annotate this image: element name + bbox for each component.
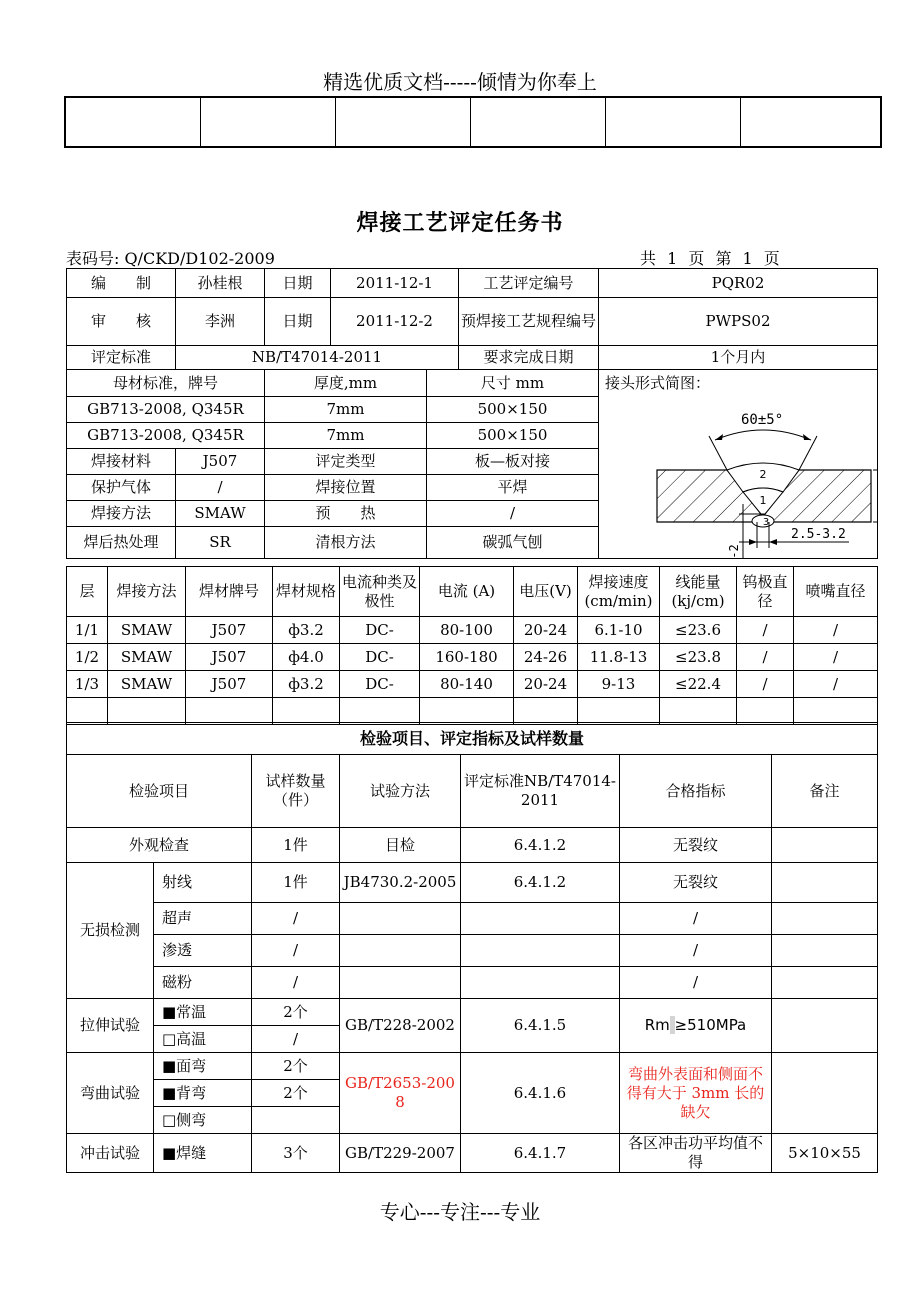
bend-qty: 2个	[252, 1080, 340, 1107]
cell: ≤23.6	[660, 617, 737, 644]
cell: DC-	[340, 671, 420, 698]
cell: 1/2	[67, 644, 108, 671]
header-speed: 焊接速度(cm/min)	[578, 567, 660, 617]
deadline-value: 1个月内	[599, 346, 878, 370]
pqr-no: PQR02	[599, 269, 878, 298]
tensile-note	[772, 999, 878, 1053]
cell	[660, 698, 737, 725]
blank-cell	[201, 97, 336, 147]
ndt-qty: /	[252, 967, 340, 999]
impact-std: 6.4.1.7	[461, 1134, 620, 1173]
page-footer: 专心---专注---专业	[379, 1200, 541, 1224]
ndt-std: 6.4.1.2	[461, 863, 620, 903]
method-value: SMAW	[176, 501, 265, 527]
bend-criteria: 弯曲外表面和侧面不得有大于 3mm 长的缺欠	[620, 1053, 772, 1134]
cell: SMAW	[108, 617, 186, 644]
cell: /	[794, 617, 878, 644]
ndt-qty: 1件	[252, 863, 340, 903]
compiled-by: 孙桂根	[176, 269, 265, 298]
header-voltage: 电压(V)	[514, 567, 578, 617]
filler-value: J507	[176, 449, 265, 475]
cell: 6.1-10	[578, 617, 660, 644]
date-label: 日期	[265, 298, 331, 346]
cell: 80-100	[420, 617, 514, 644]
cell: 1/1	[67, 617, 108, 644]
bevel-line-right	[799, 436, 817, 470]
backgouge-label: 清根方法	[265, 527, 427, 559]
cell: ф4.0	[273, 644, 340, 671]
ndt-std	[461, 967, 620, 999]
impact-method: GB/T229-2007	[340, 1134, 461, 1173]
thickness-header: 厚度,mm	[265, 370, 427, 397]
header-method: 焊接方法	[108, 567, 186, 617]
base-metal-2: GB713-2008, Q345R	[67, 423, 265, 449]
bevel-line-left	[709, 436, 727, 470]
form-code: 表码号: Q/CKD/D102-2009	[66, 249, 275, 268]
bend-label: 弯曲试验	[67, 1053, 154, 1134]
header-method: 试验方法	[340, 755, 461, 828]
bend-method: GB/T2653-2008	[340, 1053, 461, 1134]
bend-item: □侧弯	[154, 1107, 252, 1134]
backgouge-value: 碳弧气刨	[427, 527, 599, 559]
cell: DC-	[340, 617, 420, 644]
pass-1-label: 1	[759, 494, 767, 507]
cell	[578, 698, 660, 725]
ndt-item: 射线	[154, 863, 252, 903]
base-metal-1: GB713-2008, Q345R	[67, 397, 265, 423]
tensile-method: GB/T228-2002	[340, 999, 461, 1053]
cell: 11.8-13	[578, 644, 660, 671]
pass-3-label: 3	[762, 517, 770, 528]
tensile-std: 6.4.1.5	[461, 999, 620, 1053]
position-label: 焊接位置	[265, 475, 427, 501]
document-title: 焊接工艺评定任务书	[356, 211, 564, 236]
joint-sketch: 2 1 3 60±5° 7 2.5-3.2 1-2	[599, 398, 878, 559]
gas-value: /	[176, 475, 265, 501]
bend-note	[772, 1053, 878, 1134]
cell	[273, 698, 340, 725]
tensile-item: □高温	[154, 1026, 252, 1053]
ndt-method: JB4730.2-2005	[340, 863, 461, 903]
cell	[186, 698, 273, 725]
cell: ≤23.8	[660, 644, 737, 671]
ndt-item: 超声	[154, 903, 252, 935]
cell: 1/3	[67, 671, 108, 698]
cell: J507	[186, 644, 273, 671]
ndt-std	[461, 935, 620, 967]
passes-header-row	[67, 567, 878, 617]
blank-cell	[471, 97, 606, 147]
ndt-note	[772, 967, 878, 999]
cell	[67, 698, 108, 725]
cell: ≤22.4	[660, 671, 737, 698]
tensile-criteria-symbol: Rm	[644, 1016, 670, 1034]
top-blank-table	[64, 96, 882, 148]
cell: /	[737, 671, 794, 698]
table-row	[67, 698, 878, 725]
cell: /	[794, 644, 878, 671]
material-standard-header: 母材标准，牌号	[67, 370, 265, 397]
header-current-type: 电流种类及极性	[340, 567, 420, 617]
cell: 80-140	[420, 671, 514, 698]
arrow-head	[803, 434, 811, 440]
ndt-note	[772, 863, 878, 903]
pwps-label: 预焊接工艺规程编号	[459, 298, 599, 346]
pwps-no: PWPS02	[599, 298, 878, 346]
joint-sketch-cell	[599, 370, 900, 566]
cell: 20-24	[514, 617, 578, 644]
impact-item: ■焊缝	[154, 1134, 252, 1173]
cell: ф3.2	[273, 617, 340, 644]
ndt-criteria: /	[620, 935, 772, 967]
deadline-label: 要求完成日期	[459, 346, 599, 370]
thickness-1: 7mm	[265, 397, 427, 423]
header-tungsten: 钨极直径	[737, 567, 794, 617]
standard-value: NB/T47014-2011	[176, 346, 459, 370]
visual-method: 目检	[340, 828, 461, 863]
table-row	[67, 671, 878, 698]
compiled-date: 2011-12-1	[331, 269, 459, 298]
blank-cell	[65, 97, 201, 147]
header-item: 检验项目	[67, 755, 252, 828]
ndt-note	[772, 903, 878, 935]
cell: /	[737, 644, 794, 671]
header-current: 电流 (A)	[420, 567, 514, 617]
cell: J507	[186, 671, 273, 698]
tensile-qty: 2个	[252, 999, 340, 1026]
ndt-note	[772, 935, 878, 967]
ndt-criteria: 无裂纹	[620, 863, 772, 903]
size-2: 500×150	[427, 423, 599, 449]
ndt-method	[340, 903, 461, 935]
ndt-item: 渗透	[154, 935, 252, 967]
compiled-label: 编 制	[67, 269, 176, 298]
arrow-head	[715, 434, 723, 440]
tensile-criteria	[620, 999, 772, 1053]
arrow-head	[749, 539, 757, 545]
ndt-criteria: /	[620, 903, 772, 935]
size-header: 尺寸 mm	[427, 370, 599, 397]
cell: 160-180	[420, 644, 514, 671]
cell	[108, 698, 186, 725]
inspection-section-title: 检验项目、评定指标及试样数量	[67, 723, 878, 755]
ndt-criteria: /	[620, 967, 772, 999]
method-label: 焊接方法	[67, 501, 176, 527]
header-qty: 试样数量（件）	[252, 755, 340, 828]
page-header: 精选优质文档-----倾情为你奉上	[323, 70, 597, 94]
tensile-criteria-value: ≥510MPa	[674, 1016, 747, 1034]
preheat-value: /	[427, 501, 599, 527]
ndt-std	[461, 903, 620, 935]
position-value: 平焊	[427, 475, 599, 501]
pqr-label: 工艺评定编号	[459, 269, 599, 298]
blank-cell	[336, 97, 471, 147]
ndt-qty: /	[252, 935, 340, 967]
joint-sketch-label: 接头形式简图：	[605, 374, 711, 392]
cell	[340, 698, 420, 725]
header-filler-brand: 焊材牌号	[186, 567, 273, 617]
preheat-label: 预 热	[265, 501, 427, 527]
bend-qty: 2个	[252, 1053, 340, 1080]
angle-label: 60±5°	[741, 412, 784, 428]
header-heat-input: 线能量(kj/cm)	[660, 567, 737, 617]
root-label: 1-2	[727, 544, 742, 566]
cell: 24-26	[514, 644, 578, 671]
header-layer: 层	[67, 567, 108, 617]
ndt-label: 无损检测	[67, 863, 154, 999]
gap-label: 2.5-3.2	[791, 527, 846, 542]
arrow-head	[769, 539, 777, 545]
visual-criteria: 无裂纹	[620, 828, 772, 863]
visual-qty: 1件	[252, 828, 340, 863]
thickness-2: 7mm	[265, 423, 427, 449]
bend-std: 6.4.1.6	[461, 1053, 620, 1134]
pass-2-label: 2	[759, 468, 767, 481]
visual-item: 外观检查	[67, 828, 252, 863]
pwht-label: 焊后热处理	[67, 527, 176, 559]
table-row	[67, 644, 878, 671]
cell: DC-	[340, 644, 420, 671]
tensile-item: ■常温	[154, 999, 252, 1026]
cell: SMAW	[108, 644, 186, 671]
cell: SMAW	[108, 671, 186, 698]
header-nozzle: 喷嘴直径	[794, 567, 878, 617]
header-standard: 评定标准NB/T47014-2011	[461, 755, 620, 828]
eval-type-value: 板—板对接	[427, 449, 599, 475]
tensile-label: 拉伸试验	[67, 999, 154, 1053]
eval-type-label: 评定类型	[265, 449, 427, 475]
impact-qty: 3个	[252, 1134, 340, 1173]
cell	[420, 698, 514, 725]
filler-label: 焊接材料	[67, 449, 176, 475]
impact-criteria: 各区冲击功平均值不得	[620, 1134, 772, 1173]
inspection-table	[66, 722, 878, 1173]
bend-qty	[252, 1107, 340, 1134]
passes-table	[66, 566, 878, 725]
header-note: 备注	[772, 755, 878, 828]
cell	[794, 698, 878, 725]
ndt-item: 磁粉	[154, 967, 252, 999]
table-row	[67, 617, 878, 644]
visual-std: 6.4.1.2	[461, 828, 620, 863]
impact-label: 冲击试验	[67, 1134, 154, 1173]
reviewed-date: 2011-12-2	[331, 298, 459, 346]
standard-label: 评定标准	[67, 346, 176, 370]
impact-note: 5×10×55	[772, 1134, 878, 1173]
cell: 20-24	[514, 671, 578, 698]
bend-item: ■面弯	[154, 1053, 252, 1080]
gas-label: 保护气体	[67, 475, 176, 501]
blank-cell	[606, 97, 741, 147]
cell: /	[737, 617, 794, 644]
visual-note	[772, 828, 878, 863]
cell: ф3.2	[273, 671, 340, 698]
date-label: 日期	[265, 269, 331, 298]
header-criteria: 合格指标	[620, 755, 772, 828]
ndt-method	[340, 967, 461, 999]
header-filler-spec: 焊材规格	[273, 567, 340, 617]
cell: J507	[186, 617, 273, 644]
bend-item: ■背弯	[154, 1080, 252, 1107]
pwht-value: SR	[176, 527, 265, 559]
page-info: 共 1 页 第 1 页	[640, 249, 780, 268]
blank-cell	[741, 97, 882, 147]
ndt-qty: /	[252, 903, 340, 935]
cell: 9-13	[578, 671, 660, 698]
info-table	[66, 268, 900, 566]
angle-arc	[715, 430, 811, 440]
ndt-method	[340, 935, 461, 967]
size-1: 500×150	[427, 397, 599, 423]
cell	[514, 698, 578, 725]
cell	[737, 698, 794, 725]
cell: /	[794, 671, 878, 698]
review-label: 审 核	[67, 298, 176, 346]
reviewed-by: 李洲	[176, 298, 265, 346]
tensile-qty: /	[252, 1026, 340, 1053]
